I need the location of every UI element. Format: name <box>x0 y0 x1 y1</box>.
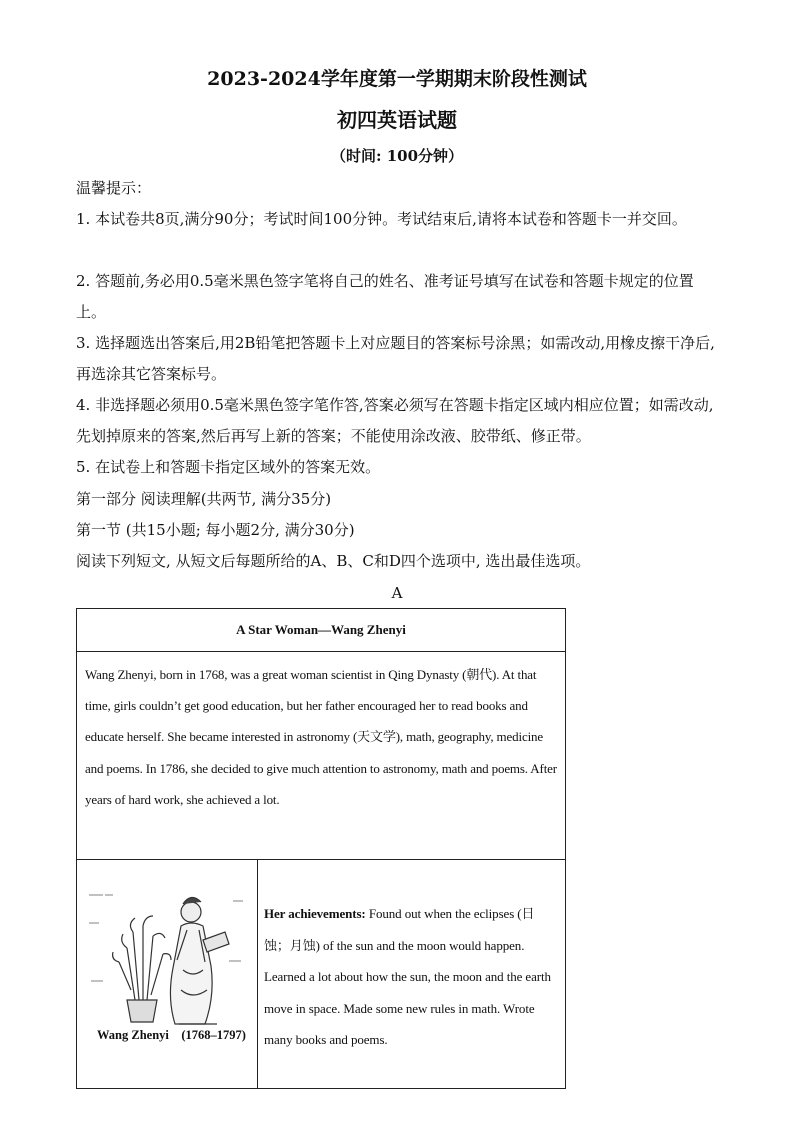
passage-table <box>76 608 566 1089</box>
part-heading: 第一部分 阅读理解(共两节, 满分35分) <box>76 490 332 508</box>
reading-instruction: 阅读下列短文, 从短文后每题所给的A、B、C和D四个选项中, 选出最佳选项。 <box>76 552 591 570</box>
exam-subtitle: 初四英语试题 <box>337 108 457 132</box>
exam-time: （时间: 100分钟） <box>330 147 464 165</box>
passage-title: A Star Woman—Wang Zhenyi <box>77 609 566 652</box>
achievements-title: Her achievements: <box>264 906 366 921</box>
achievements-text: Found out when the eclipses (日蚀；月蚀) of the sun and the moon would happen. Learned a lot about how the sun, the moon and the earth move in space. Made some new rules in math. Wrote many books and poems. <box>264 906 551 1047</box>
passage-label: A <box>391 584 403 602</box>
tip-item-4: 4. 非选择题必须用0.5毫米黑色签字笔作答,答案必须写在答题卡指定区域内相应位置；如需改动,先划掉原来的答案,然后再写上新的答案；不能使用涂改液、胶带纸、修正带。 <box>76 396 714 445</box>
achievements-cell <box>258 860 566 1089</box>
section-heading: 第一节 (共15小题; 每小题2分, 满分30分) <box>76 521 355 539</box>
tip-item-3: 3. 选择题选出答案后,用2B铅笔把答题卡上对应题目的答案标号涂黑；如需改动,用橡皮擦干净后,再选涂其它答案标号。 <box>76 334 715 383</box>
tip-item-5: 5. 在试卷上和答题卡指定区域外的答案无效。 <box>76 458 381 476</box>
portrait-caption: Wang Zhenyi (1768–1797) <box>97 1028 246 1042</box>
wang-zhenyi-portrait-image <box>83 870 251 1030</box>
tip-item-1: 1. 本试卷共8页,满分90分；考试时间100分钟。考试结束后,请将本试卷和答题卡一并交回。 <box>76 210 687 228</box>
exam-title: 2023-2024学年度第一学期期末阶段性测试 <box>207 68 587 90</box>
tips-heading: 温馨提示： <box>76 179 152 197</box>
passage-intro: Wang Zhenyi, born in 1768, was a great woman scientist in Qing Dynasty (朝代). At that time, girls couldn’t get good education, but her father encouraged her to read books and educate herself. She became interested in astronomy (天文学), math, geography, medicine and poems. In 1786, she decided to give much attention to astronomy, math and poems. After years of hard work, she achieved a lot. <box>77 652 566 860</box>
tip-item-2: 2. 答题前,务必用0.5毫米黑色签字笔将自己的姓名、准考证号填写在试卷和答题卡规定的位置上。 <box>76 272 694 321</box>
portrait-cell <box>77 860 258 1089</box>
